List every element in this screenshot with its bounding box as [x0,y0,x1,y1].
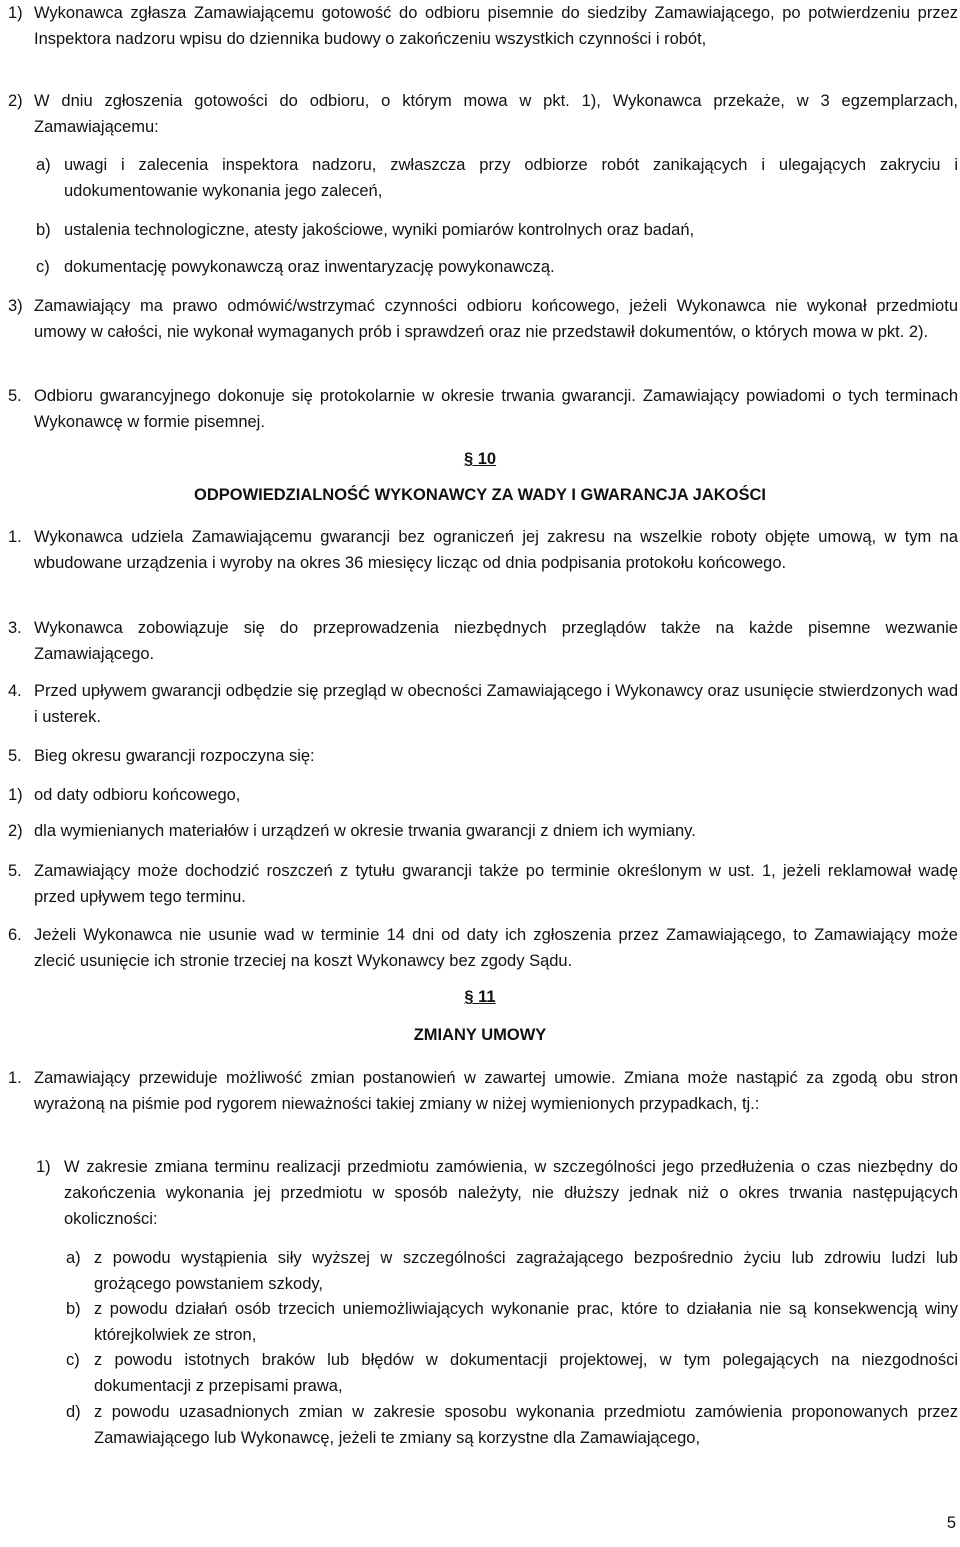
page-number: 5 [946,1514,956,1532]
list-item [8,858,958,910]
list-item [8,524,958,576]
item-text: ustalenia technologiczne, atesty jakościowe, wyniki pomiarów kontrolnych oraz badań, [64,221,695,239]
list-item [8,1399,958,1451]
section-title: ODPOWIEDZIALNOŚĆ WYKONAWCY ZA WADY I GWARANCJA JAKOŚCI [193,486,767,504]
list-item [8,818,958,844]
list-item [8,678,958,730]
item-number: 3) [8,297,23,315]
item-text: Zamawiający może dochodzić roszczeń z tytułu gwarancji także po terminie określonym w ust. 1, jeżeli reklamował wadę przed upływem tego terminu. [34,862,958,906]
item-number: 5. [8,862,22,880]
item-number: b) [66,1300,81,1318]
item-text: dokumentację powykonawczą oraz inwentaryzację powykonawczą. [64,258,555,276]
list-item [8,1065,958,1117]
section-number: § 10 [463,450,497,468]
item-number: 1. [8,528,22,546]
item-text: Wykonawca zobowiązuje się do przeprowadzenia niezbędnych przeglądów także na każde pisemne wezwanie Zamawiającego. [34,619,958,663]
list-item [8,293,958,345]
list-item [8,1347,958,1399]
item-number: 1) [36,1158,51,1176]
item-text: z powodu działań osób trzecich uniemożliwiających wykonanie prac, które to działania nie są konsekwencją winy którejkolwiek ze stron, [94,1300,958,1344]
item-number: b) [36,221,51,239]
list-item [8,217,958,243]
list-item [8,743,958,769]
item-number: d) [66,1403,81,1421]
list-item [8,152,958,204]
item-number: 1. [8,1069,22,1087]
item-text: Wykonawca zgłasza Zamawiającemu gotowość do odbioru pisemnie do siedziby Zamawiającego, po potwierdzeniu przez Inspektora nadzoru wpisu do dziennika budowy o zakończeniu wszystkich czynności i robót, [34,4,958,48]
item-number: 2) [8,92,23,110]
section-number: § 11 [464,988,496,1006]
list-item [8,922,958,974]
item-text: W dniu zgłoszenia gotowości do odbioru, o którym mowa w pkt. 1), Wykonawca przekaże, w 3 egzemplarzach, Zamawiającemu: [34,92,958,136]
item-number: a) [66,1249,81,1267]
item-number: 3. [8,619,22,637]
list-item [8,782,958,808]
item-number: c) [66,1351,80,1369]
item-text: Wykonawca udziela Zamawiającemu gwarancji bez ograniczeń jej zakresu na wszelkie roboty objęte umową, w tym na wbudowane urządzenia i wyroby na okres 36 miesięcy licząc od dnia podpisania protokołu końcowego. [34,528,958,572]
item-text: Odbioru gwarancyjnego dokonuje się protokolarnie w okresie trwania gwarancji. Zamawiający powiadomi o tych terminach Wykonawcę w formie pisemnej. [34,387,958,431]
item-number: 1) [8,786,23,804]
list-item [8,383,958,435]
item-text: W zakresie zmiana terminu realizacji przedmiotu zamówienia, w szczególności jego przedłużenia o czas niezbędny do zakończenia wykonania jej przedmiotu w sposób należyty, nie dłuższy jednak niż o okres trwania następujących okoliczności: [64,1158,958,1228]
section-title: ZMIANY UMOWY [413,1026,547,1044]
item-text: Zamawiający przewiduje możliwość zmian postanowień w zawartej umowie. Zmiana może nastąpić za zgodą obu stron wyrażoną na piśmie pod rygorem nieważności takiej zmiany w niżej wymienionych przypadkach, tj.: [34,1069,958,1113]
item-text: Przed upływem gwarancji odbędzie się przegląd w obecności Zamawiającego i Wykonawcy oraz usunięcie stwierdzonych wad i usterek. [34,682,958,726]
item-number: 2) [8,822,23,840]
list-item [8,1245,958,1297]
list-item [8,1296,958,1348]
item-text: uwagi i zalecenia inspektora nadzoru, zwłaszcza przy odbiorze robót zanikających i ulegających zakryciu i udokumentowanie wykonania jego zaleceń, [64,156,958,200]
item-text: z powodu wystąpienia siły wyższej w szczególności zagrażającego bezpośrednio życiu lub zdrowiu ludzi lub grożącego powstaniem szkody, [94,1249,958,1293]
item-text: z powodu istotnych braków lub błędów w dokumentacji projektowej, w tym polegających na niezgodności dokumentacji z przepisami prawa, [94,1351,958,1395]
item-number: 6. [8,926,22,944]
item-number: 5. [8,387,22,405]
item-number: 4. [8,682,22,700]
item-number: 5. [8,747,22,765]
item-text: od daty odbioru końcowego, [34,786,241,804]
item-text: dla wymienianych materiałów i urządzeń w okresie trwania gwarancji z dniem ich wymiany. [34,822,696,840]
item-text: Bieg okresu gwarancji rozpoczyna się: [34,747,315,765]
list-item [8,1154,958,1232]
item-number: a) [36,156,51,174]
item-text: z powodu uzasadnionych zmian w zakresie sposobu wykonania przedmiotu zamówienia proponowanych przez Zamawiającego lub Wykonawcę, jeżeli te zmiany są korzystne dla Zamawiającego, [94,1403,958,1447]
list-item [8,0,958,52]
list-item [8,88,958,140]
list-item [8,615,958,667]
item-number: 1) [8,4,23,22]
list-item [8,254,958,280]
item-number: c) [36,258,50,276]
item-text: Jeżeli Wykonawca nie usunie wad w terminie 14 dni od daty ich zgłoszenia przez Zamawiającego, to Zamawiający może zlecić usunięcie ich stronie trzeciej na koszt Wykonawcy bez zgody Sądu. [34,926,958,970]
item-text: Zamawiający ma prawo odmówić/wstrzymać czynności odbioru końcowego, jeżeli Wykonawca nie wykonał przedmiotu umowy w całości, nie wykonał wymaganych prób i sprawdzeń oraz nie przedstawił dokumentów, o których mowa w pkt. 2). [34,297,958,341]
